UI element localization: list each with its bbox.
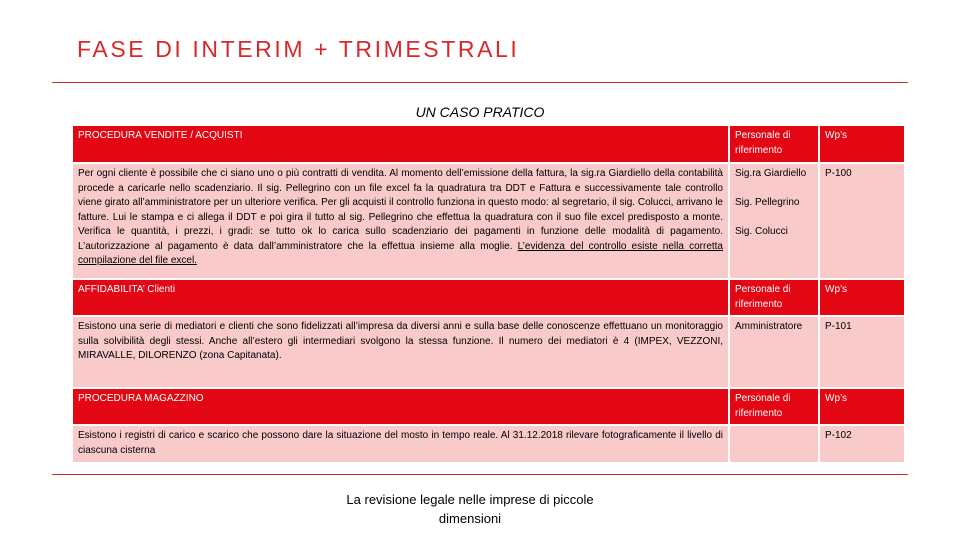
wp-reference: P-102 — [820, 426, 904, 462]
footer-divider — [52, 474, 908, 475]
personnel-cell — [730, 426, 818, 462]
personnel-name: Sig.ra Giardiello — [735, 168, 807, 179]
personnel-heading: Personale di riferimento — [730, 389, 818, 424]
personnel-name: Amministratore — [735, 321, 803, 332]
wp-heading: Wp’s — [820, 389, 904, 424]
personnel-cell — [730, 317, 818, 387]
procedure-description — [73, 164, 728, 278]
table-row — [73, 317, 904, 387]
personnel-cell — [730, 164, 818, 278]
section-heading: AFFIDABILITA’ Clienti — [73, 280, 728, 315]
personnel-name: Sig. Pellegrino — [735, 197, 800, 208]
table-header-row — [73, 389, 904, 424]
table-row — [73, 426, 904, 462]
section-heading: PROCEDURA VENDITE / ACQUISTI — [73, 126, 728, 162]
footer-line: La revisione legale nelle imprese di piccole — [346, 492, 594, 507]
personnel-name: Sig. Colucci — [735, 226, 788, 237]
wp-heading: Wp’s — [820, 280, 904, 315]
procedures-table — [71, 124, 906, 464]
table-header-row — [73, 126, 904, 162]
wp-reference: P-101 — [820, 317, 904, 387]
procedure-description: Esistono una serie di mediatori e clienti che sono fidelizzati all’impresa da diversi anni e sulla base delle conoscenze effettuano un monitoraggio sulla solvibilità degli stessi. Anche all’estero gli intermediari svolgono la stessa funzione. Il numero dei mediatori è 4 (IMPEX, VEZZONI, MIRAVALLE, DILORENZO (zona Capitanata). — [73, 317, 728, 387]
wp-heading: Wp’s — [820, 126, 904, 162]
procedure-description: Esistono i registri di carico e scarico che possono dare la situazione del mosto in tempo reale. Al 31.12.2018 rilevare fotograficamente il livello di ciascuna cisterna — [73, 426, 728, 462]
section-subtitle: UN CASO PRATICO — [415, 104, 545, 120]
table-header-row — [73, 280, 904, 315]
section-heading: PROCEDURA MAGAZZINO — [73, 389, 728, 424]
table-row — [73, 164, 904, 278]
title-divider — [52, 82, 908, 83]
description-text: Per ogni cliente è possibile che ci siano uno o più contratti di vendita. Al momento dell’emissione della fattura, la sig.ra Giardiello della contabilità procede a caricarle nello scadenziario. Il sig. Pellegrino con un file excel fa la quadratura tra DDT e Fattura e successivamente tale controllo viene girato all’amministratore per un ulteriore verifica. Per gli acquisti il controllo funziona in questo modo: al segretario, il sig. Colucci, arrivano le fatture. Lui le stampa e ci allega il DDT e poi gira il tutto al sig. Pellegrino che effettua la quadratura con il suo file excel predisposto a monte. Verifica le quantità, i prezzi, i gradi: se tutto ok lo carica sullo scadenziario dei pagamenti in funzione delle modalità di pagamento. L’autorizzazione al pagamento è data dall’amministratore che la effettua insieme alla moglie. — [78, 168, 723, 252]
wp-reference: P-100 — [820, 164, 904, 278]
description-emphasis: L’evidenza del controllo esiste nella corretta compilazione del file excel. — [78, 240, 723, 266]
personnel-heading: Personale di riferimento — [730, 126, 818, 162]
footer-caption — [320, 490, 620, 528]
footer-line: dimensioni — [438, 511, 502, 526]
page-title: FASE DI INTERIM + TRIMESTRALI — [77, 36, 520, 62]
personnel-heading: Personale di riferimento — [730, 280, 818, 315]
